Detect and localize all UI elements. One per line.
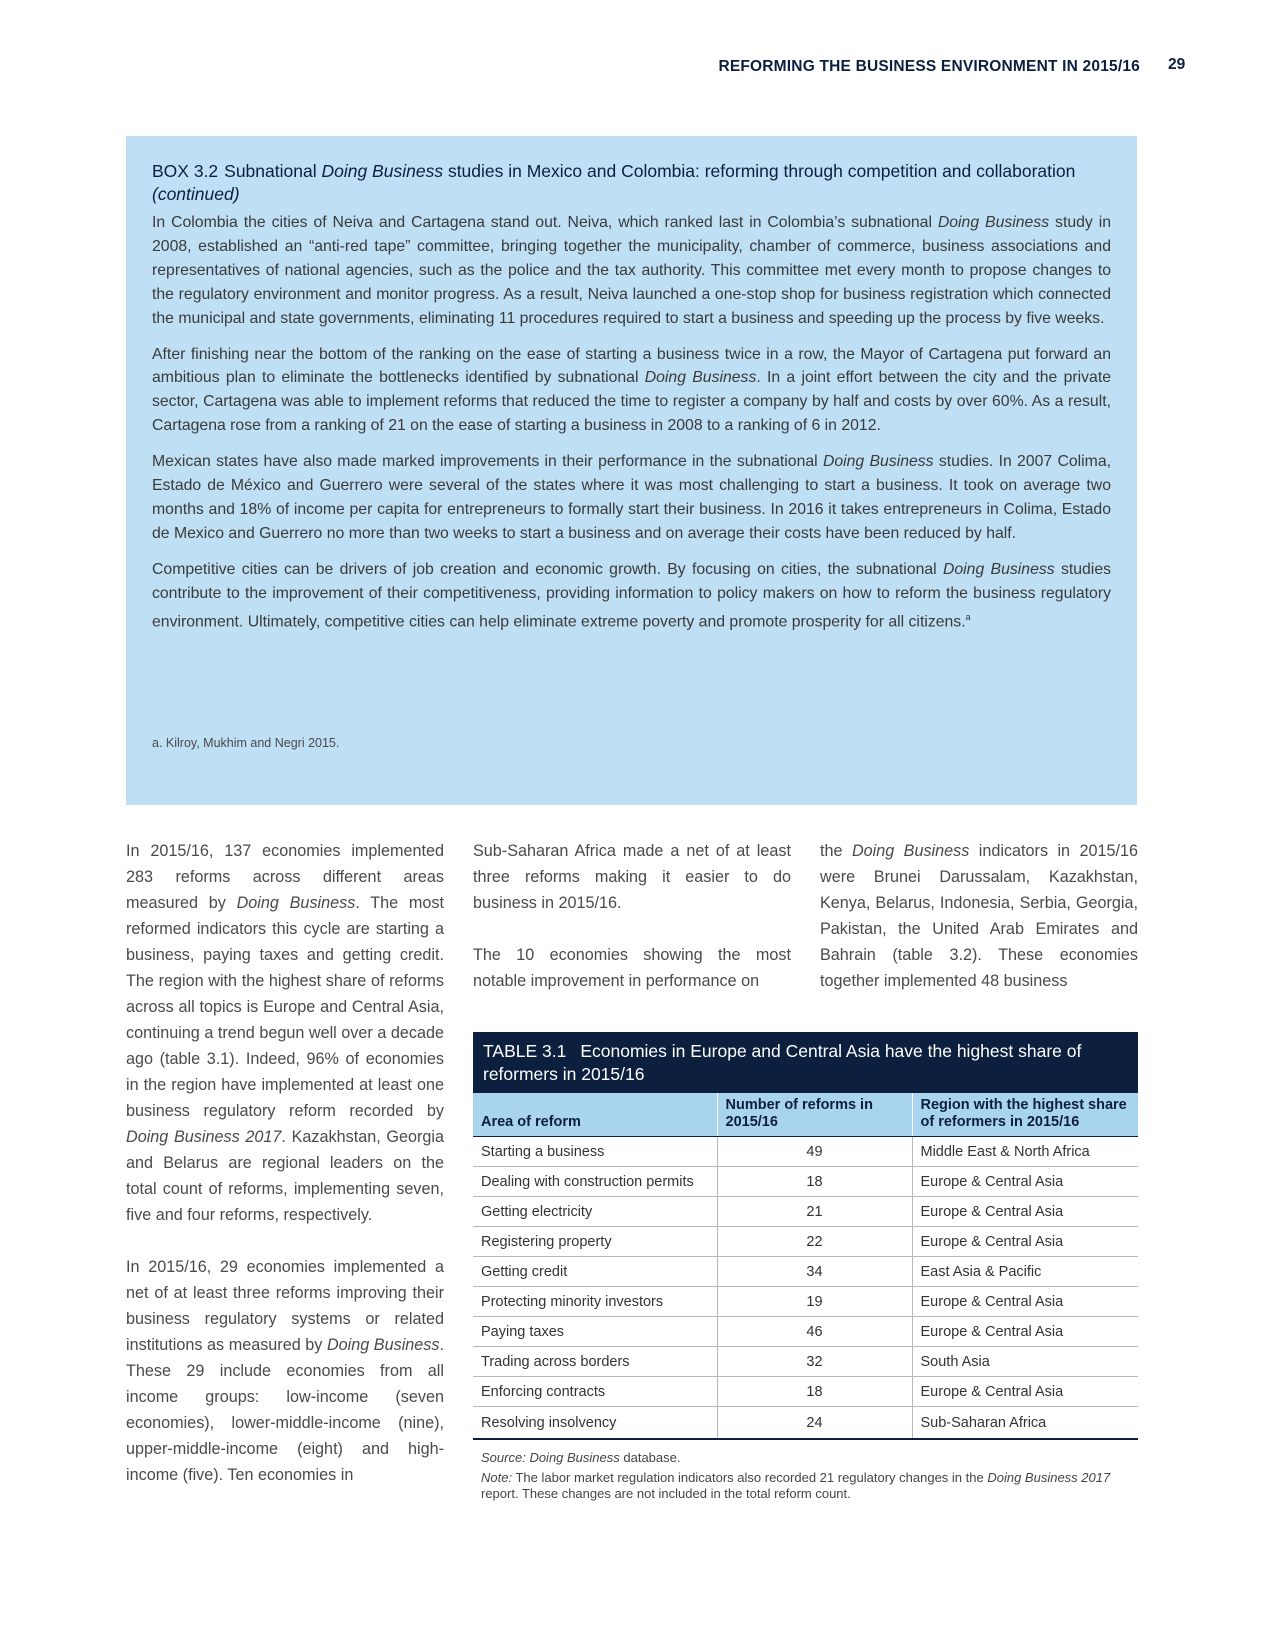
text: studies. In 2007 Colima, Estado de México and Guerrero were several of the states where it was most challenging to start a business. It took on average two months and 18% of income per capita for entrepreneurs to formally start their business. In 2016 it takes entrepreneurs in Colima, Estado de Mexico and Guerrero no more than two weeks to start a business and on average their costs have been reduced by half. bbox=[152, 453, 1111, 542]
cell-region: Sub-Saharan Africa bbox=[912, 1407, 1138, 1440]
text: In Colombia the cities of Neiva and Cartagena stand out. Neiva, which ranked last in Colombia’s subnational bbox=[152, 214, 938, 231]
table-row bbox=[473, 1257, 1138, 1287]
table-row bbox=[473, 1197, 1138, 1227]
source-em: Doing Business bbox=[529, 1450, 620, 1465]
body-paragraph bbox=[126, 1254, 444, 1488]
cell-area: Dealing with construction permits bbox=[473, 1167, 717, 1197]
text-em: Doing Business bbox=[644, 369, 757, 387]
body-column-1 bbox=[126, 838, 444, 1488]
box-label: BOX 3.2 bbox=[152, 161, 219, 181]
text-em: Doing Business bbox=[326, 1336, 440, 1354]
table-row bbox=[473, 1317, 1138, 1347]
cell-region: Europe & Central Asia bbox=[912, 1197, 1138, 1227]
cell-area: Paying taxes bbox=[473, 1317, 717, 1347]
box-title bbox=[152, 160, 1111, 206]
reforms-table bbox=[473, 1093, 1138, 1440]
table-row bbox=[473, 1137, 1138, 1167]
body-paragraph bbox=[126, 838, 444, 1228]
text: Mexican states have also made marked improvements in their performance in the subnational bbox=[152, 453, 823, 471]
cell-area: Trading across borders bbox=[473, 1347, 717, 1377]
cell-count: 49 bbox=[717, 1137, 912, 1167]
box-3-2 bbox=[126, 136, 1137, 805]
table-note bbox=[481, 1470, 1130, 1501]
table-row bbox=[473, 1377, 1138, 1407]
cell-region: South Asia bbox=[912, 1347, 1138, 1377]
table-header-row bbox=[473, 1093, 1138, 1137]
cell-area: Starting a business bbox=[473, 1137, 717, 1167]
source-rest: database. bbox=[619, 1450, 681, 1465]
page-number: 29 bbox=[1168, 56, 1186, 73]
cell-region: East Asia & Pacific bbox=[912, 1257, 1138, 1287]
cell-area: Resolving insolvency bbox=[473, 1407, 717, 1440]
note-em: Doing Business 2017 bbox=[987, 1470, 1111, 1485]
body-column-3 bbox=[820, 838, 1138, 994]
text: the bbox=[820, 842, 852, 860]
cell-area: Protecting minority investors bbox=[473, 1287, 717, 1317]
box-paragraph-2 bbox=[152, 343, 1111, 439]
cell-count: 22 bbox=[717, 1227, 912, 1257]
cell-count: 24 bbox=[717, 1407, 912, 1440]
body-paragraph bbox=[820, 838, 1138, 994]
table-3-1 bbox=[473, 1032, 1138, 1501]
text-em: Doing Business 2017 bbox=[126, 1128, 282, 1146]
box-footnote: a. Kilroy, Mukhim and Negri 2015. bbox=[152, 736, 340, 750]
text: . Kazakhstan, Georgia and Belarus are regional leaders on the total count of reforms, implementing seven, five and four reforms, respectively. bbox=[126, 1128, 444, 1224]
cell-region: Europe & Central Asia bbox=[912, 1167, 1138, 1197]
cell-area: Enforcing contracts bbox=[473, 1377, 717, 1407]
text-em: Doing Business bbox=[942, 560, 1055, 578]
cell-count: 34 bbox=[717, 1257, 912, 1287]
column-header: Area of reform bbox=[473, 1093, 717, 1137]
table-label: TABLE 3.1 bbox=[483, 1041, 567, 1061]
cell-region: Europe & Central Asia bbox=[912, 1317, 1138, 1347]
cell-region: Middle East & North Africa bbox=[912, 1137, 1138, 1167]
text: Competitive cities can be drivers of job creation and economic growth. By focusing on cities, the subnational bbox=[152, 560, 943, 578]
footnote-marker: a bbox=[965, 611, 971, 622]
box-title-post: studies in Mexico and Colombia: reforming through competition and collaboration bbox=[443, 161, 1076, 181]
table-title-text: Economies in Europe and Central Asia have the highest share of reformers in 2015/16 bbox=[483, 1041, 1082, 1084]
box-paragraph-4 bbox=[152, 558, 1111, 634]
box-continued: (continued) bbox=[152, 184, 240, 204]
column-header: Number of reforms in 2015/16 bbox=[717, 1093, 912, 1137]
note-label: Note: bbox=[481, 1470, 513, 1485]
text: After finishing near the bottom of the ranking on the ease of starting a business twice in a row, the Mayor of Cartagena put forward an ambitious plan to eliminate the bottlenecks identified by subnational bbox=[152, 345, 1111, 387]
text: In 2015/16, 29 economies implemented a net of at least three reforms improving their business regulatory systems or related institutions as measured by bbox=[126, 1258, 444, 1354]
table-source bbox=[481, 1450, 1130, 1466]
box-paragraph-1 bbox=[152, 211, 1111, 331]
box-title-em: Doing Business bbox=[321, 161, 444, 181]
text: study in 2008, established an “anti-red tape” committee, bringing together the municipality, chamber of commerce, business associations and representatives of national agencies, such as the police and the tax authority. This committee met every month to propose changes to the regulatory environment and monitor progress. As a result, Neiva launched a one-stop shop for business registration which connected the municipal and state governments, eliminating 11 procedures required to start a business and speeding up the process by five weeks. bbox=[152, 214, 1111, 327]
text: . These 29 include economies from all income groups: low-income (seven economies), lower-middle-income (nine), upper-middle-income (eight) and high-income (five). Ten economies in bbox=[126, 1336, 444, 1484]
body-paragraph: Sub-Saharan Africa made a net of at least three reforms making it easier to do business in 2015/16. bbox=[473, 842, 791, 912]
source-label: Source: bbox=[481, 1450, 526, 1465]
box-title-pre: Subnational bbox=[224, 161, 322, 181]
cell-count: 18 bbox=[717, 1377, 912, 1407]
body-paragraph: The 10 economies showing the most notable improvement in performance on bbox=[473, 946, 791, 990]
text-em: Doing Business bbox=[822, 453, 934, 471]
table-row bbox=[473, 1407, 1138, 1440]
note-text: report. These changes are not included in the total reform count. bbox=[481, 1485, 851, 1501]
cell-count: 21 bbox=[717, 1197, 912, 1227]
text: . The most reformed indicators this cycle are starting a business, paying taxes and getting credit. The region with the highest share of reforms across all topics is Europe and Central Asia, continuing a trend begun well over a decade ago (table 3.1). Indeed, 96% of economies in the region have implemented at least one business regulatory reform recorded by bbox=[126, 894, 445, 1120]
cell-area: Getting credit bbox=[473, 1257, 717, 1287]
text-em: Doing Business bbox=[851, 842, 970, 860]
text: indicators in 2015/16 were Brunei Darussalam, Kazakhstan, Kenya, Belarus, Indonesia, Serbia, Georgia, Pakistan, the United Arab Emirates and Bahrain (table 3.2). These economies together implemented 48 business bbox=[820, 842, 1138, 990]
cell-region: Europe & Central Asia bbox=[912, 1287, 1138, 1317]
cell-region: Europe & Central Asia bbox=[912, 1227, 1138, 1257]
cell-count: 46 bbox=[717, 1317, 912, 1347]
cell-area: Registering property bbox=[473, 1227, 717, 1257]
note-text: The labor market regulation indicators also recorded 21 regulatory changes in the bbox=[512, 1470, 988, 1485]
cell-area: Getting electricity bbox=[473, 1197, 717, 1227]
text: studies contribute to the improvement of their competitiveness, providing information to policy makers on how to reform the business regulatory environment. Ultimately, competitive cities can help eliminate extreme poverty and promote prosperity for all citizens. bbox=[152, 560, 1111, 630]
cell-count: 18 bbox=[717, 1167, 912, 1197]
table-row bbox=[473, 1347, 1138, 1377]
table-row bbox=[473, 1227, 1138, 1257]
text: In 2015/16, 137 economies implemented 283 reforms across different areas measured by bbox=[126, 842, 444, 912]
running-head: REFORMING THE BUSINESS ENVIRONMENT IN 2015/16 bbox=[718, 58, 1140, 75]
cell-count: 32 bbox=[717, 1347, 912, 1377]
text-em: Doing Business bbox=[937, 214, 1050, 231]
cell-count: 19 bbox=[717, 1287, 912, 1317]
table-row bbox=[473, 1167, 1138, 1197]
text-em: Doing Business bbox=[236, 894, 356, 912]
box-paragraph-3 bbox=[152, 450, 1111, 546]
cell-region: Europe & Central Asia bbox=[912, 1377, 1138, 1407]
body-column-2 bbox=[473, 838, 791, 994]
text: . In a joint effort between the city and the private sector, Cartagena was able to implement reforms that reduced the time to register a company by half and costs by over 60%. As a result, Cartagena rose from a ranking of 21 on the ease of starting a business in 2008 to a ranking of 6 in 2012. bbox=[152, 369, 1111, 435]
column-header: Region with the highest share of reformers in 2015/16 bbox=[912, 1093, 1138, 1137]
table-title bbox=[473, 1032, 1138, 1093]
table-row bbox=[473, 1287, 1138, 1317]
